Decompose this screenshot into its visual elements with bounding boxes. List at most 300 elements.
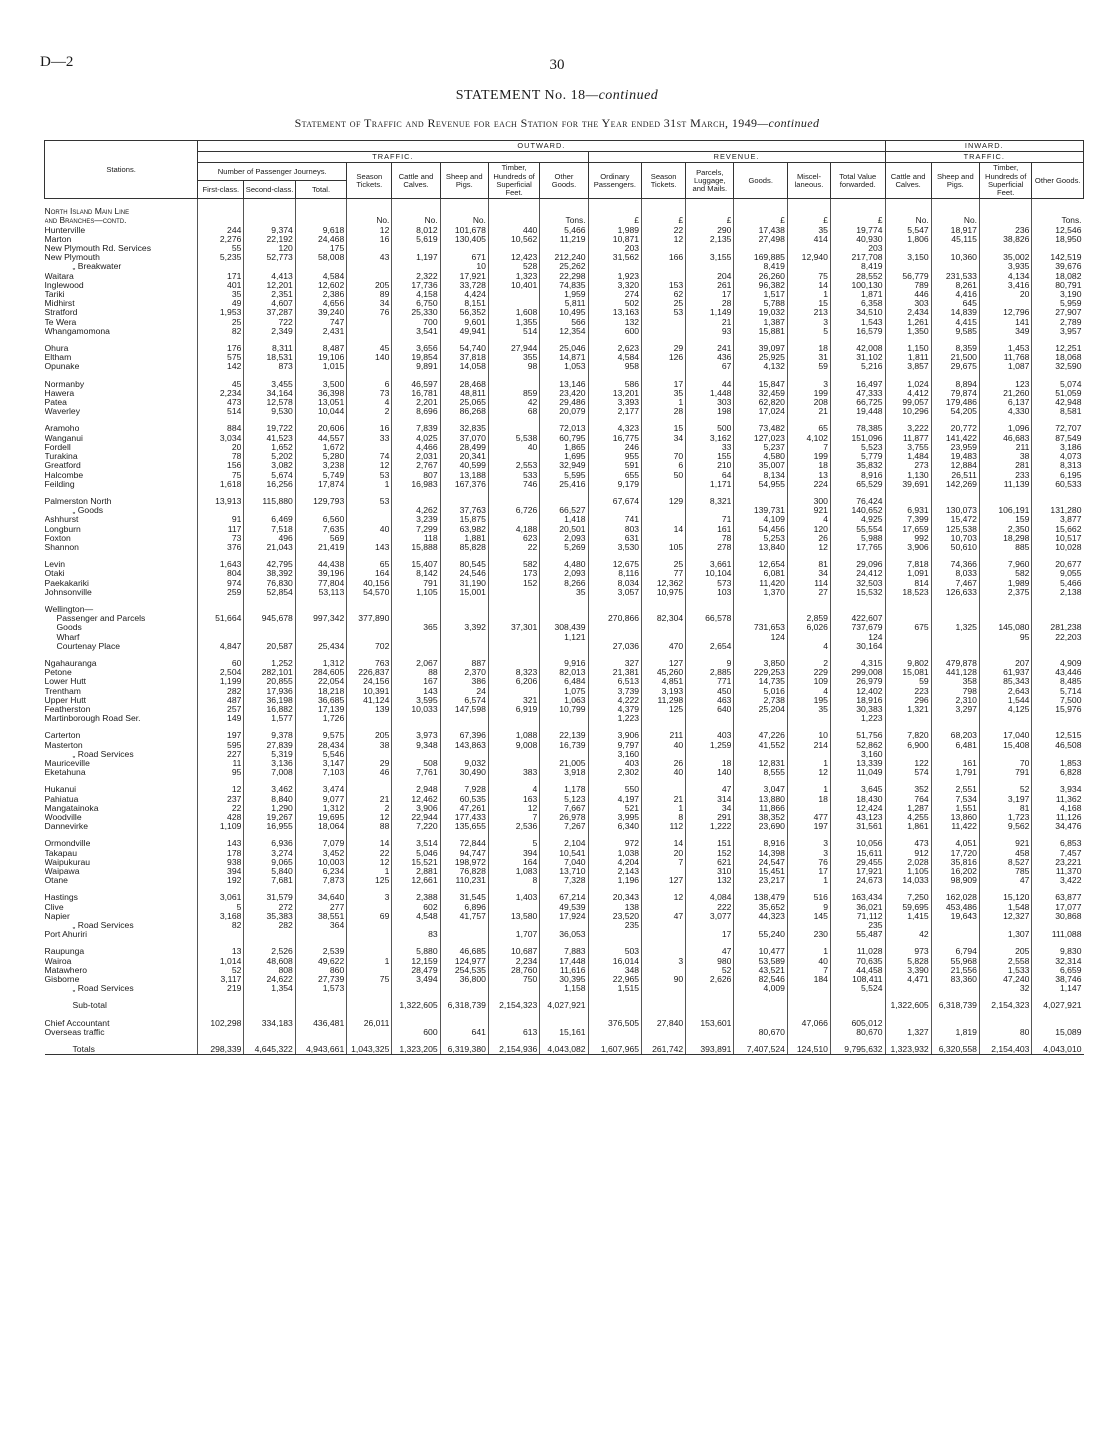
- table-cell: 8,033: [931, 569, 979, 578]
- table-cell: 65: [787, 424, 830, 433]
- table-cell: 21: [347, 795, 392, 804]
- station-row: [45, 714, 1084, 723]
- gap-cell: [686, 597, 734, 605]
- table-cell: 126: [642, 353, 686, 362]
- gap-cell: [244, 723, 295, 731]
- table-cell: [885, 244, 931, 253]
- table-cell: 22,944: [392, 813, 440, 822]
- station-row: [45, 471, 1084, 480]
- table-cell: 43,123: [830, 813, 885, 822]
- table-cell: [642, 515, 686, 524]
- table-cell: 1,312: [295, 804, 346, 813]
- table-cell: [588, 262, 642, 271]
- statement-title: [0, 88, 1114, 104]
- station-name: Waverley: [44, 407, 80, 417]
- table-cell: [787, 984, 830, 993]
- table-cell: 750: [488, 975, 539, 984]
- gap-cell: [979, 416, 1031, 424]
- table-cell: 171: [198, 272, 244, 281]
- table-cell: [540, 497, 588, 506]
- gap-cell: [45, 831, 198, 839]
- table-cell: [347, 903, 392, 912]
- gap-cell: [979, 993, 1031, 1001]
- table-cell: 44,323: [734, 912, 788, 921]
- table-cell: 41,124: [347, 696, 392, 705]
- station-row: [45, 543, 1084, 552]
- table-cell: 78,385: [830, 424, 885, 433]
- table-cell: [488, 984, 539, 993]
- table-cell: 741: [588, 515, 642, 524]
- table-cell: 38: [979, 452, 1031, 461]
- station-name: Waipukurau: [44, 857, 91, 867]
- table-cell: [642, 750, 686, 759]
- table-cell: 17: [642, 380, 686, 389]
- table-cell: 28,434: [295, 741, 346, 750]
- table-cell: 1,350: [885, 327, 931, 336]
- table-cell: 958: [588, 362, 642, 371]
- table-cell: 122: [885, 759, 931, 768]
- table-cell: 77,804: [295, 579, 346, 588]
- table-cell: 13,840: [734, 543, 788, 552]
- table-cell: [931, 262, 979, 271]
- station-name: Wanganui: [44, 433, 83, 443]
- table-cell: 321: [488, 696, 539, 705]
- gap-cell: [787, 651, 830, 659]
- inward-traffic-header: TRAFFIC.: [885, 152, 1083, 163]
- gap-cell: [295, 993, 346, 1001]
- table-cell: 3,422: [1032, 876, 1084, 885]
- gap-cell: [244, 489, 295, 497]
- table-cell: [392, 614, 440, 623]
- table-cell: 29,675: [931, 362, 979, 371]
- table-cell: [642, 272, 686, 281]
- table-cell: 8,916: [734, 839, 788, 848]
- table-cell: 2,948: [392, 785, 440, 794]
- table-cell: 2,177: [588, 407, 642, 416]
- table-cell: 12,402: [830, 687, 885, 696]
- table-cell: 1,652: [244, 443, 295, 452]
- table-cell: 26: [642, 759, 686, 768]
- gap-cell: [1032, 597, 1084, 605]
- gap-cell: [347, 489, 392, 497]
- station-name: Tariki: [44, 290, 65, 300]
- table-cell: 8: [488, 876, 539, 885]
- table-cell: 8,012: [392, 226, 440, 235]
- row-gap: [45, 651, 1084, 659]
- table-cell: 1,325: [931, 623, 979, 632]
- table-cell: 31,545: [440, 893, 488, 902]
- table-cell: 4,580: [734, 452, 788, 461]
- table-cell: 27: [787, 588, 830, 597]
- table-cell: 14,058: [440, 362, 488, 371]
- table-cell: 5,840: [244, 867, 295, 876]
- table-cell: 130,405: [440, 235, 488, 244]
- table-cell: 1,043,325: [347, 1045, 392, 1055]
- station-name: Carterton: [44, 731, 81, 741]
- table-cell: 1,643: [198, 560, 244, 569]
- gap-cell: [931, 885, 979, 893]
- table-cell: 54,205: [931, 407, 979, 416]
- table-cell: 5,674: [244, 471, 295, 480]
- gap-cell: [198, 489, 244, 497]
- table-cell: 135,655: [440, 822, 488, 831]
- table-cell: 31,579: [244, 893, 295, 902]
- gap-cell: [979, 777, 1031, 785]
- unit-label: [295, 216, 346, 225]
- gap-cell: [392, 489, 440, 497]
- gap-cell: [392, 597, 440, 605]
- table-cell: 24: [440, 687, 488, 696]
- table-cell: [540, 714, 588, 723]
- table-cell: 1,091: [885, 569, 931, 578]
- table-cell: 59,695: [885, 903, 931, 912]
- sheep-header: Sheep and Pigs.: [440, 163, 488, 199]
- station-row: [45, 668, 1084, 677]
- table-cell: 23,221: [1032, 858, 1084, 867]
- table-cell: 7,873: [295, 876, 346, 885]
- table-cell: 31,561: [830, 822, 885, 831]
- table-cell: 2,234: [198, 389, 244, 398]
- table-cell: 1,370: [734, 588, 788, 597]
- table-cell: 1,109: [198, 822, 244, 831]
- table-cell: 11,362: [1032, 795, 1084, 804]
- table-cell: 152: [488, 579, 539, 588]
- table-cell: 3,973: [392, 731, 440, 740]
- gap-cell: [244, 372, 295, 380]
- station-row: [45, 813, 1084, 822]
- table-cell: 151,096: [830, 434, 885, 443]
- table-cell: 731,653: [734, 623, 788, 632]
- gap-cell: [642, 372, 686, 380]
- table-cell: 230: [787, 930, 830, 939]
- table-cell: [734, 207, 788, 216]
- table-cell: 3,850: [734, 659, 788, 668]
- table-cell: 40: [488, 443, 539, 452]
- gap-cell: [885, 723, 931, 731]
- table-cell: 746: [488, 480, 539, 489]
- table-cell: [686, 1001, 734, 1010]
- table-cell: 477: [787, 813, 830, 822]
- table-cell: 8,555: [734, 768, 788, 777]
- table-cell: 974: [198, 579, 244, 588]
- table-cell: 376: [198, 543, 244, 552]
- table-cell: 8,696: [392, 407, 440, 416]
- station-row: [45, 839, 1084, 848]
- table-cell: [642, 605, 686, 614]
- table-cell: 9,077: [295, 795, 346, 804]
- gap-cell: [392, 777, 440, 785]
- gap-cell: [686, 489, 734, 497]
- table-cell: 47,226: [734, 731, 788, 740]
- table-cell: 9,830: [1032, 947, 1084, 956]
- table-cell: 83: [392, 930, 440, 939]
- inward-cattle-header: Cattle and Calves.: [885, 163, 931, 199]
- table-cell: 15,847: [734, 380, 788, 389]
- table-cell: 37,818: [440, 353, 488, 362]
- table-cell: 308,439: [540, 623, 588, 632]
- station-name: „ Breakwater: [72, 262, 122, 272]
- table-cell: 348: [588, 966, 642, 975]
- table-cell: 21: [686, 318, 734, 327]
- gap-cell: [787, 993, 830, 1001]
- table-cell: 90: [642, 975, 686, 984]
- table-cell: [787, 804, 830, 813]
- gap-cell: [347, 552, 392, 560]
- table-cell: 25,204: [734, 705, 788, 714]
- unit-label: £: [642, 216, 686, 225]
- table-cell: 1,819: [931, 1028, 979, 1037]
- table-cell: 38,392: [244, 569, 295, 578]
- table-cell: 1,543: [830, 318, 885, 327]
- gap-cell: [787, 372, 830, 380]
- table-cell: 204: [686, 272, 734, 281]
- table-cell: 453,486: [931, 903, 979, 912]
- table-cell: 127: [642, 876, 686, 885]
- table-cell: 655: [588, 471, 642, 480]
- station-name: Palmerston North: [44, 496, 112, 506]
- table-cell: 450: [686, 687, 734, 696]
- station-name: Chief Accountant: [44, 1018, 110, 1028]
- table-body: [45, 199, 1084, 1055]
- table-cell: 859: [488, 389, 539, 398]
- gap-cell: [440, 416, 488, 424]
- table-cell: 290: [686, 226, 734, 235]
- table-cell: 27,036: [588, 642, 642, 651]
- table-cell: [488, 659, 539, 668]
- table-cell: 29,486: [540, 398, 588, 407]
- gap-cell: [198, 372, 244, 380]
- table-cell: 17,659: [885, 525, 931, 534]
- table-cell: 60,795: [540, 434, 588, 443]
- table-cell: 11,049: [830, 768, 885, 777]
- gap-cell: [198, 1011, 244, 1019]
- table-cell: [347, 921, 392, 930]
- table-cell: 1,577: [244, 714, 295, 723]
- table-cell: 219: [198, 984, 244, 993]
- station-row: [45, 226, 1084, 235]
- table-cell: 24,622: [244, 975, 295, 984]
- table-cell: 53: [642, 308, 686, 317]
- gap-cell: [45, 651, 198, 659]
- table-cell: 26,979: [830, 677, 885, 686]
- table-cell: 14: [642, 839, 686, 848]
- table-cell: 12: [787, 543, 830, 552]
- table-cell: 1,608: [488, 308, 539, 317]
- table-cell: 7,818: [885, 560, 931, 569]
- table-cell: [787, 207, 830, 216]
- gap-cell: [392, 372, 440, 380]
- table-cell: [488, 633, 539, 642]
- table-cell: 1,959: [540, 290, 588, 299]
- table-cell: 141,422: [931, 434, 979, 443]
- table-cell: 4,262: [392, 506, 440, 515]
- table-cell: 47: [686, 947, 734, 956]
- table-cell: 109: [787, 677, 830, 686]
- table-cell: 179,486: [931, 398, 979, 407]
- table-cell: 4,197: [588, 795, 642, 804]
- gap-cell: [979, 199, 1031, 208]
- table-cell: 41,523: [244, 434, 295, 443]
- table-cell: 458: [979, 849, 1031, 858]
- table-cell: 124,510: [787, 1045, 830, 1055]
- table-cell: 108,411: [830, 975, 885, 984]
- table-cell: 2,859: [787, 614, 830, 623]
- station-row: [45, 975, 1084, 984]
- gap-cell: [885, 336, 931, 344]
- gap-cell: [347, 993, 392, 1001]
- gap-cell: [488, 777, 539, 785]
- table-cell: 28,468: [440, 380, 488, 389]
- table-cell: 112: [642, 822, 686, 831]
- table-cell: 3,082: [244, 461, 295, 470]
- gap-cell: [885, 552, 931, 560]
- table-cell: 808: [244, 966, 295, 975]
- table-cell: 3,238: [295, 461, 346, 470]
- table-cell: 9: [787, 903, 830, 912]
- table-cell: 2,031: [392, 452, 440, 461]
- table-cell: 2,143: [588, 867, 642, 876]
- table-cell: 623: [488, 534, 539, 543]
- table-cell: 1,015: [295, 362, 346, 371]
- table-cell: [295, 1028, 346, 1037]
- table-cell: [642, 903, 686, 912]
- gap-cell: [45, 552, 198, 560]
- table-cell: [686, 605, 734, 614]
- section-units-row: [45, 216, 1084, 225]
- table-cell: 6,513: [588, 677, 642, 686]
- table-cell: 11,126: [1032, 813, 1084, 822]
- table-cell: 6,828: [1032, 768, 1084, 777]
- table-cell: 38,551: [295, 912, 346, 921]
- table-cell: [642, 362, 686, 371]
- table-cell: 1,096: [979, 424, 1031, 433]
- gap-cell: [488, 651, 539, 659]
- table-cell: [1032, 497, 1084, 506]
- gap-cell: [45, 885, 198, 893]
- station-name: Takapau: [44, 848, 77, 858]
- row-gap: [45, 1037, 1084, 1045]
- table-cell: 3,197: [979, 795, 1031, 804]
- gap-cell: [588, 199, 642, 208]
- gap-cell: [295, 831, 346, 839]
- gap-cell: [885, 372, 931, 380]
- gap-cell: [347, 597, 392, 605]
- table-cell: 19,106: [295, 353, 346, 362]
- table-cell: 641: [440, 1028, 488, 1037]
- table-cell: 1,105: [885, 867, 931, 876]
- table-cell: [686, 921, 734, 930]
- station-name: Normanby: [44, 379, 85, 389]
- table-cell: [787, 1001, 830, 1010]
- gap-cell: [885, 939, 931, 947]
- table-cell: [392, 750, 440, 759]
- table-cell: 1,323,932: [885, 1045, 931, 1055]
- gap-cell: [734, 336, 788, 344]
- gap-cell: [830, 199, 885, 208]
- gap-cell: [488, 597, 539, 605]
- gap-cell: [734, 993, 788, 1001]
- table-cell: 6,319,380: [440, 1045, 488, 1055]
- table-cell: 43,521: [734, 966, 788, 975]
- table-cell: 14,871: [540, 353, 588, 362]
- gap-cell: [734, 552, 788, 560]
- table-cell: 3,061: [198, 893, 244, 902]
- gap-cell: [347, 885, 392, 893]
- table-cell: [244, 930, 295, 939]
- table-cell: [244, 623, 295, 632]
- table-cell: 211: [642, 731, 686, 740]
- table-cell: 42,948: [1032, 398, 1084, 407]
- table-cell: 4: [787, 515, 830, 524]
- table-cell: [540, 244, 588, 253]
- gap-cell: [45, 1037, 198, 1045]
- table-cell: 19,448: [830, 407, 885, 416]
- table-cell: 102,298: [198, 1019, 244, 1028]
- station-row: [45, 353, 1084, 362]
- gap-cell: [787, 885, 830, 893]
- table-cell: 6,750: [392, 299, 440, 308]
- table-cell: 12,423: [488, 253, 539, 262]
- table-cell: [885, 984, 931, 993]
- table-cell: 1,672: [295, 443, 346, 452]
- table-cell: 15,472: [931, 515, 979, 524]
- table-cell: 39,097: [734, 344, 788, 353]
- table-cell: 737,679: [830, 623, 885, 632]
- table-cell: [885, 714, 931, 723]
- table-cell: 80,670: [830, 1028, 885, 1037]
- table-cell: 30,868: [1032, 912, 1084, 921]
- gap-cell: [885, 1037, 931, 1045]
- table-cell: 93: [686, 327, 734, 336]
- section-heading: North Island Main Line: [44, 207, 130, 217]
- table-cell: 1,723: [979, 813, 1031, 822]
- table-cell: [734, 1001, 788, 1010]
- table-cell: 436,481: [295, 1019, 346, 1028]
- table-cell: 1,327: [885, 1028, 931, 1037]
- table-cell: 20: [642, 849, 686, 858]
- table-cell: 22,054: [295, 677, 346, 686]
- table-cell: 5,523: [830, 443, 885, 452]
- table-cell: 17,448: [540, 957, 588, 966]
- table-cell: 9,348: [392, 741, 440, 750]
- table-cell: 4,125: [979, 705, 1031, 714]
- table-cell: 6,081: [734, 569, 788, 578]
- gap-cell: [931, 597, 979, 605]
- table-cell: 1,533: [979, 966, 1031, 975]
- table-cell: 1,989: [979, 579, 1031, 588]
- table-cell: 41,552: [734, 741, 788, 750]
- table-cell: 2,322: [392, 272, 440, 281]
- table-cell: 60: [198, 659, 244, 668]
- table-cell: 8,581: [1032, 407, 1084, 416]
- table-cell: 8,894: [931, 380, 979, 389]
- station-name: Raupunga: [44, 947, 85, 957]
- table-cell: 36,053: [540, 930, 588, 939]
- station-row: [45, 534, 1084, 543]
- table-cell: [686, 207, 734, 216]
- table-cell: 9,032: [440, 759, 488, 768]
- gap-cell: [488, 372, 539, 380]
- outward-header: OUTWARD.: [198, 141, 885, 152]
- table-cell: 25,925: [734, 353, 788, 362]
- gap-cell: [488, 1011, 539, 1019]
- table-cell: 81: [979, 804, 1031, 813]
- table-cell: 16: [347, 235, 392, 244]
- table-cell: 10,799: [540, 705, 588, 714]
- table-cell: 246: [588, 443, 642, 452]
- gap-cell: [642, 939, 686, 947]
- table-cell: [488, 207, 539, 216]
